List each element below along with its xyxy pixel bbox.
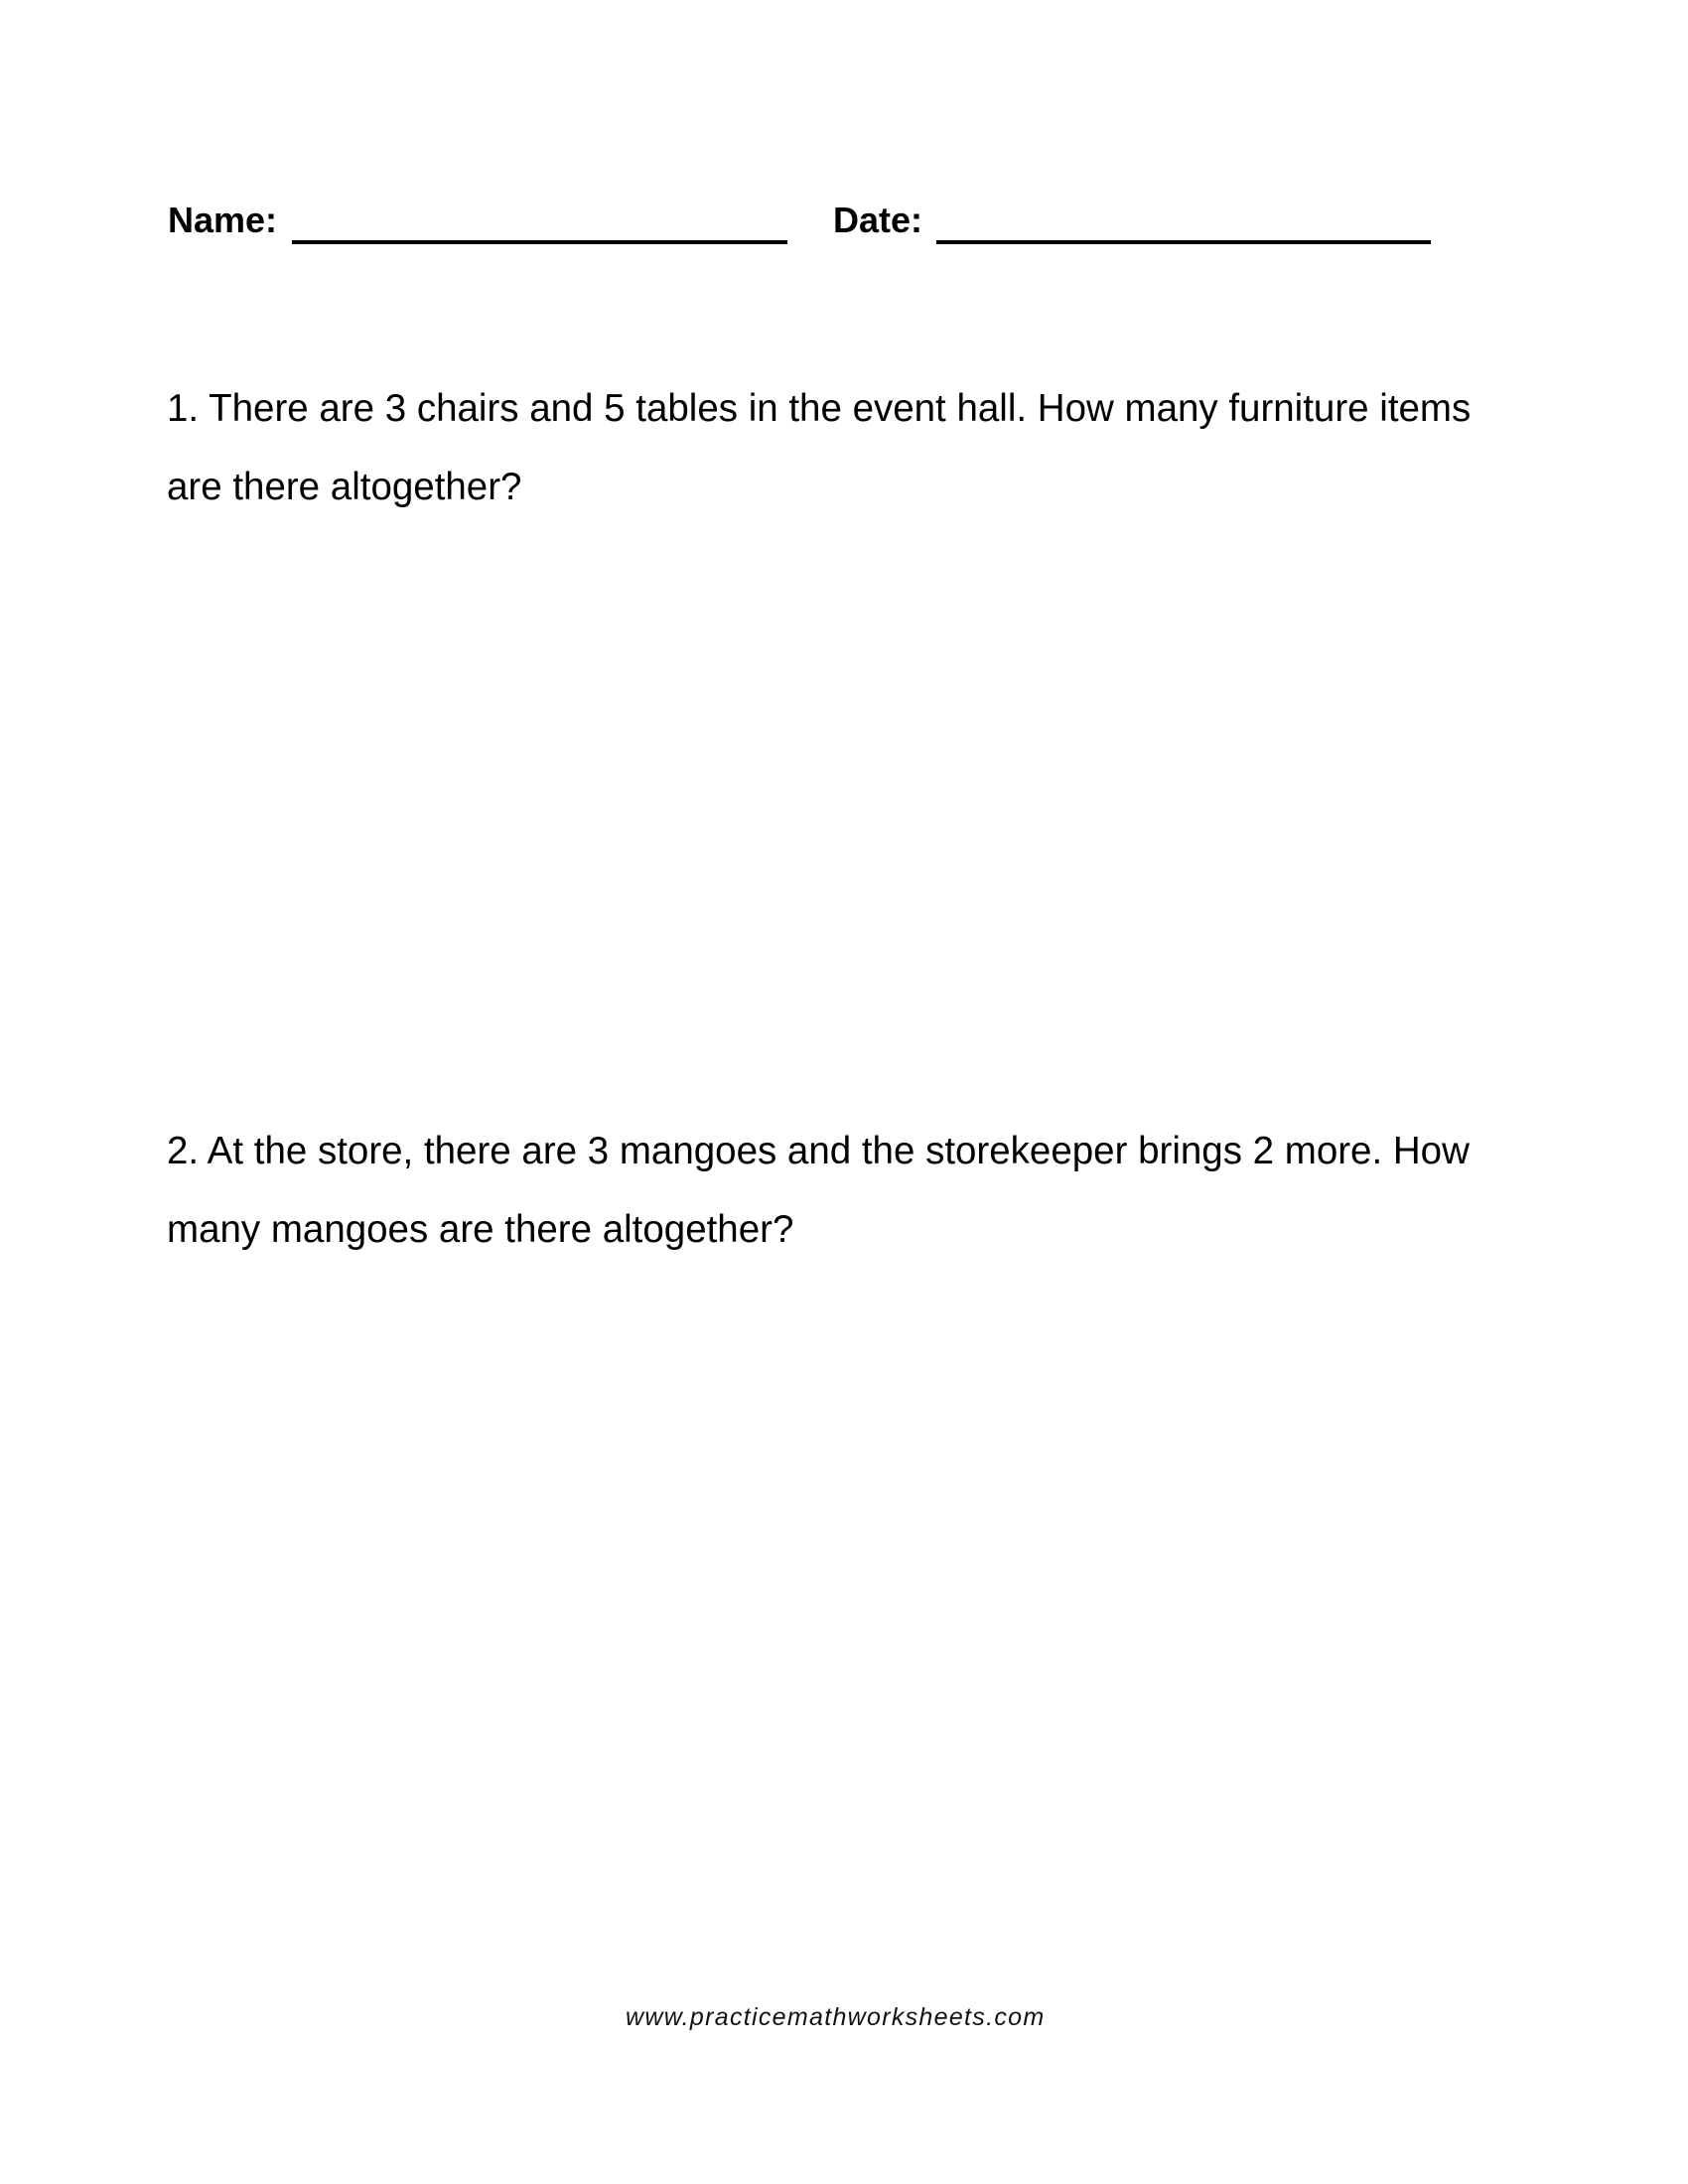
question-2-line-1: 2. At the store, there are 3 mangoes and the storekeeper brings 2 more. How xyxy=(167,1130,1470,1172)
question-1-line-1: 1. There are 3 chairs and 5 tables in the event hall. How many furniture items xyxy=(167,387,1472,430)
date-blank-line xyxy=(936,240,1431,244)
date-label: Date: xyxy=(833,200,923,240)
name-label: Name: xyxy=(168,200,278,240)
name-blank-line xyxy=(292,240,787,244)
question-1-line-2: are there altogether? xyxy=(167,466,522,508)
footer-website: www.practicemathworksheets.com xyxy=(626,2003,1046,2031)
question-2-line-2: many mangoes are there altogether? xyxy=(167,1208,794,1251)
question-1 xyxy=(167,369,1471,526)
question-2 xyxy=(167,1112,1470,1269)
